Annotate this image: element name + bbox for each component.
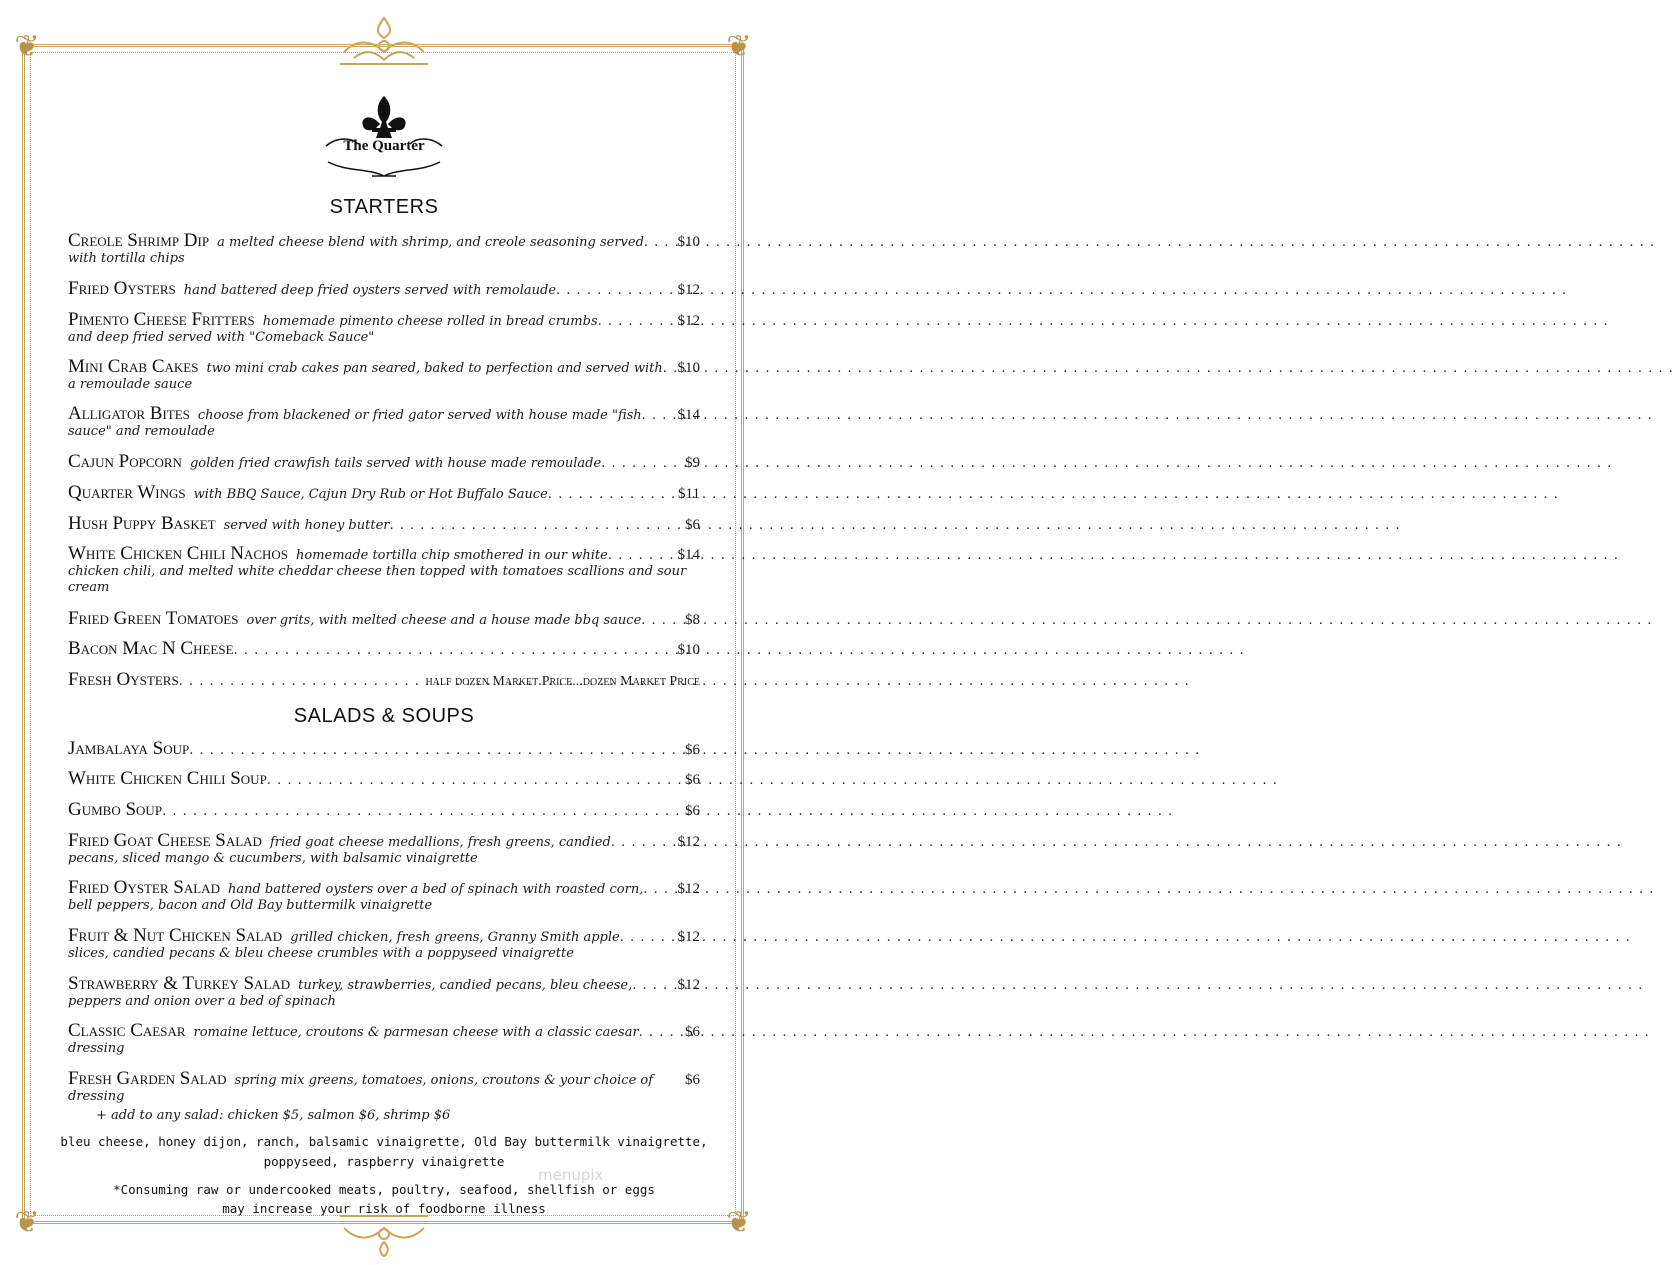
item-name: Classic Caesar <box>68 1020 186 1041</box>
item-name: Strawberry & Turkey Salad <box>68 973 291 994</box>
corner-flourish-icon: ❦ <box>726 1205 752 1240</box>
leader-dots <box>267 772 683 789</box>
disclaimer-line-1: *Consuming raw or undercooked meats, poultry, seafood, shellfish or eggs <box>113 1182 655 1197</box>
leader-dots <box>639 1024 683 1041</box>
leader-dots <box>663 360 676 377</box>
corner-flourish-icon: ❦ <box>14 29 40 64</box>
item-price: half dozen Market Price...dozen Market Price <box>425 674 700 689</box>
menu-item <box>68 927 700 962</box>
item-description-continued: dressing <box>68 1089 125 1104</box>
item-description: grilled chicken, fresh greens, Granny Smith apple <box>290 930 620 945</box>
item-price: $8 <box>685 612 700 628</box>
leader-dots <box>162 803 683 820</box>
item-description-continued: sauce" and remoulade <box>68 424 215 439</box>
item-description: turkey, strawberries, candied pecans, bleu cheese, <box>298 978 633 993</box>
item-name: Pimento Cheese Fritters <box>68 309 255 330</box>
menu-item <box>68 232 700 267</box>
menu-item <box>68 1022 700 1057</box>
leader-dots <box>641 612 683 629</box>
item-description: served with honey butter <box>223 518 390 533</box>
menu-item <box>68 280 700 299</box>
watermark: menupix <box>538 1166 604 1184</box>
item-description: hand battered oysters over a bed of spinach with roasted corn, <box>227 882 644 897</box>
item-price: $6 <box>685 517 700 533</box>
leader-dots <box>611 834 676 851</box>
salad-addon-note: + add to any salad: chicken $5, salmon $6, shrimp $6 <box>96 1108 451 1123</box>
corner-flourish-icon: ❦ <box>726 29 752 64</box>
menu-item <box>68 640 700 659</box>
item-name: Mini Crab Cakes <box>68 356 199 377</box>
item-description: with BBQ Sauce, Cajun Dry Rub or Hot Buffalo Sauce <box>193 487 548 502</box>
item-name: Alligator Bites <box>68 403 190 424</box>
item-description-continued: a remoulade sauce <box>68 377 193 392</box>
item-description: homemade pimento cheese rolled in bread crumbs <box>262 314 598 329</box>
leader-dots <box>643 881 675 898</box>
disclaimer-line-2: may increase your risk of foodborne illness <box>222 1201 546 1216</box>
menu-item <box>68 610 700 629</box>
section-title-salads-soups: SALADS & SOUPS <box>293 705 475 727</box>
leader-dots <box>556 282 675 299</box>
item-description-continued: pecans, sliced mango & cucumbers, with balsamic vinaigrette <box>68 851 478 866</box>
item-price: $12 <box>677 881 700 897</box>
item-name: White Chicken Chili Nachos <box>68 543 289 564</box>
item-price: $9 <box>685 455 700 471</box>
item-description-continued: bell peppers, bacon and Old Bay buttermilk vinaigrette <box>68 898 433 913</box>
item-price: $6 <box>685 1072 700 1088</box>
item-name: Fried Oyster Salad <box>68 877 220 898</box>
item-description-continued: peppers and onion over a bed of spinach <box>68 994 336 1009</box>
leader-dots <box>644 234 676 251</box>
item-name: Fried Green Tomatoes <box>68 608 239 629</box>
item-description: two mini crab cakes pan seared, baked to perfection and served with <box>206 361 663 376</box>
item-description-continued: slices, candied pecans & bleu cheese crumbles with a poppyseed vinaigrette <box>68 946 574 961</box>
leader-dots <box>601 455 683 472</box>
item-name: Creole Shrimp Dip <box>68 230 210 251</box>
item-price: $12 <box>677 834 700 850</box>
item-price: $12 <box>677 313 700 329</box>
leader-dots <box>548 486 676 503</box>
item-name: Fried Goat Cheese Salad <box>68 830 262 851</box>
menu-item <box>68 801 700 820</box>
item-description-continued: dressing <box>68 1041 125 1056</box>
item-price: $14 <box>677 407 700 423</box>
item-price: $6 <box>685 803 700 819</box>
item-name: Jambalaya Soup <box>68 738 190 759</box>
item-description-continued: and deep fried served with "Comeback Sauce" <box>68 330 375 345</box>
dressings-line-1: bleu cheese, honey dijon, ranch, balsamic vinaigrette, Old Bay buttermilk vinaigrette, <box>60 1134 708 1149</box>
menu-item <box>68 832 700 867</box>
item-description: over grits, with melted cheese and a house made bbq sauce <box>246 613 642 628</box>
menu-item <box>68 770 700 789</box>
leader-dots <box>598 313 676 330</box>
item-name: Fruit & Nut Chicken Salad <box>68 925 283 946</box>
restaurant-name: The Quarter <box>343 138 425 154</box>
restaurant-logo <box>318 92 450 184</box>
item-name: Gumbo Soup <box>68 799 163 820</box>
item-price: $6 <box>685 1024 700 1040</box>
menu-item <box>68 975 700 1010</box>
leader-dots <box>632 977 675 994</box>
menu-item <box>68 515 700 534</box>
menu-item <box>68 671 700 690</box>
corner-flourish-icon: ❦ <box>14 1205 40 1240</box>
menu-item <box>68 311 700 346</box>
leader-dots <box>179 673 424 690</box>
item-name: Fresh Oysters <box>68 669 179 690</box>
menu-item <box>68 405 700 440</box>
item-description: spring mix greens, tomatoes, onions, croutons & your choice of <box>234 1073 654 1088</box>
menu-item <box>68 879 700 914</box>
item-description: homemade tortilla chip smothered in our white <box>296 548 608 563</box>
item-name: Fresh Garden Salad <box>68 1068 227 1089</box>
menu-item <box>68 545 700 596</box>
leader-dots <box>620 929 676 946</box>
menu-item <box>68 484 700 503</box>
item-description: choose from blackened or fried gator served with house made "fish <box>197 408 642 423</box>
menu-item <box>68 358 700 393</box>
item-name: Bacon Mac N Cheese <box>68 638 234 659</box>
item-description: hand battered deep fried oysters served with remolaude <box>183 283 557 298</box>
item-price: $10 <box>677 360 700 376</box>
item-name: Cajun Popcorn <box>68 451 182 472</box>
item-name: White Chicken Chili Soup <box>68 768 267 789</box>
item-price: $14 <box>677 547 700 563</box>
leader-dots <box>189 742 683 759</box>
leader-dots <box>608 547 676 564</box>
menu-item <box>68 740 700 759</box>
item-price: $12 <box>677 282 700 298</box>
item-description: romaine lettuce, croutons & parmesan cheese with a classic caesar <box>193 1025 639 1040</box>
menu-item <box>68 1070 700 1105</box>
item-description: fried goat cheese medallions, fresh greens, candied <box>269 835 611 850</box>
item-description: a melted cheese blend with shrimp, and creole seasoning served <box>217 235 644 250</box>
menu-item <box>68 453 700 472</box>
leader-dots <box>642 407 676 424</box>
item-price: $6 <box>685 772 700 788</box>
item-price: $12 <box>677 929 700 945</box>
item-description-continued: with tortilla chips <box>68 251 185 266</box>
item-name: Quarter Wings <box>68 482 186 503</box>
item-name: Hush Puppy Basket <box>68 513 216 534</box>
item-price: $12 <box>677 977 700 993</box>
item-price: $11 <box>678 486 700 502</box>
item-description: golden fried crawfish tails served with house made remoulade <box>189 456 602 471</box>
leader-dots <box>234 642 676 659</box>
section-title-starters: STARTERS <box>329 196 439 218</box>
top-crest-ornament-icon <box>334 12 434 72</box>
leader-dots <box>389 517 683 534</box>
item-price: $6 <box>685 742 700 758</box>
item-description-continued: chicken chili, and melted white cheddar cheese then topped with tomatoes scallions and sour cream <box>68 564 687 595</box>
dressings-line-2: poppyseed, raspberry vinaigrette <box>263 1154 505 1169</box>
item-name: Fried Oysters <box>68 278 176 299</box>
item-price: $10 <box>677 642 700 658</box>
item-price: $10 <box>677 234 700 250</box>
